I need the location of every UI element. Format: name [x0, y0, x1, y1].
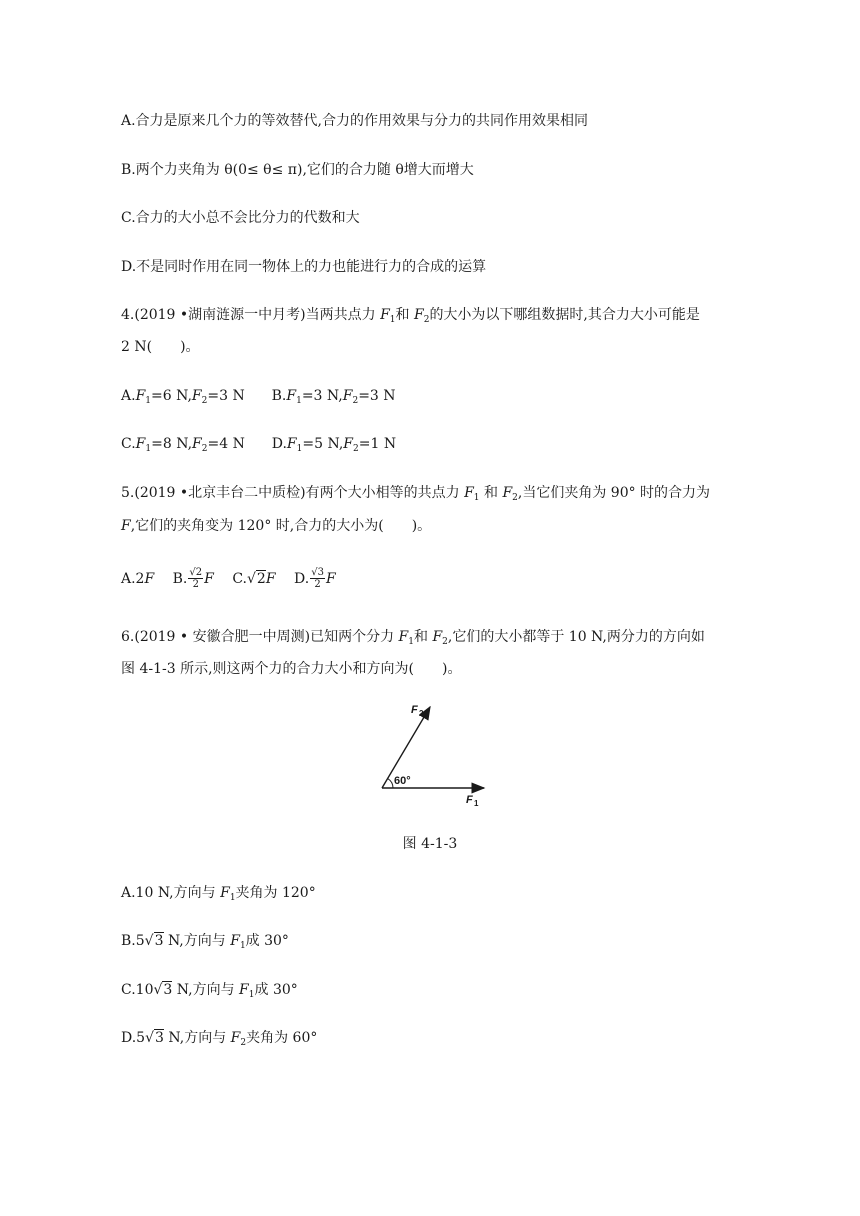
q4-stem-line2: 2 N( )。: [121, 339, 200, 355]
f2-label-sub: 2: [419, 709, 424, 718]
q5-options: [121, 566, 336, 592]
q4-stem-line1: 4.(2019 •湖南涟源一中月考)当两共点力 $F_1$和 $F_2$的大小为以下哪组数据时,其合力大小可能是: [121, 307, 700, 325]
q6-option-c: C.10√3 N,方向与 $F_1$成 30°: [121, 982, 298, 1000]
f2-label: F: [411, 704, 418, 716]
q6-stem-line2: 图 4-1-3 所示,则这两个力的合力大小和方向为( )。: [121, 661, 462, 677]
q6-option-a: A.10 N,方向与 $F_1$夹角为 120°: [121, 885, 316, 903]
force-diagram: [374, 698, 494, 810]
q4-options-ab: [121, 386, 396, 411]
q4-option-c: $C.F_1=8$ $N,F_2=4$ N: [121, 436, 245, 454]
q6-option-d: D.5√3 N,方向与 $F_2$夹角为 60°: [121, 1030, 318, 1048]
q5-stem-line2: F,它们的夹角变为 120° 时,合力的大小为( )。: [121, 518, 432, 534]
q5-option-a: A.2F: [121, 571, 155, 587]
q6-option-b: B.5√3 N,方向与 $F_1$成 30°: [121, 933, 289, 951]
q3-option-d: D.不是同时作用在同一物体上的力也能进行力的合成的运算: [121, 259, 487, 275]
q3-option-c: C.合力的大小总不会比分力的代数和大: [121, 210, 360, 226]
q4-options-cd: [121, 434, 396, 459]
q5-option-d: D. $\frac{√3}{2}$ F: [294, 567, 336, 590]
q4-option-d: $D.F_1=5$ $N,F_2=1$ N: [271, 436, 397, 454]
q5-stem-line1: 5.(2019 •北京丰台二中质检)有两个大小相等的共点力 $F_1$ 和 $F_2$,当它们夹角为 90° 时的合力为: [121, 485, 711, 503]
q3-option-a: A.合力是原来几个力的等效替代,合力的作用效果与分力的共同作用效果相同: [121, 113, 589, 129]
q5-option-b: B. $\frac{√2}{2}$ F: [172, 567, 214, 590]
f1-label-sub: 1: [474, 799, 479, 808]
figure-caption: 图 4-1-3: [402, 836, 458, 852]
f1-label: F: [466, 794, 473, 806]
angle-label: 60°: [394, 775, 411, 787]
angle-arc: [388, 779, 393, 789]
q4-option-a: $A.F_1=6$ $N,F_2=3$ N: [121, 388, 245, 406]
q3-option-b: B.两个力夹角为 θ(0≤ θ≤ π),它们的合力随 θ增大而增大: [121, 162, 474, 178]
q5-option-c: C.√2F: [232, 571, 276, 587]
q6-stem-line1: 6.(2019 • 安徽合肥一中周测)已知两个分力 $F_1$和 $F_2$,它们的大小都等于 10 N,两分力的方向如: [121, 629, 705, 647]
q4-option-b: $B.F_1=3$ $N,F_2=3$ N: [271, 388, 396, 406]
